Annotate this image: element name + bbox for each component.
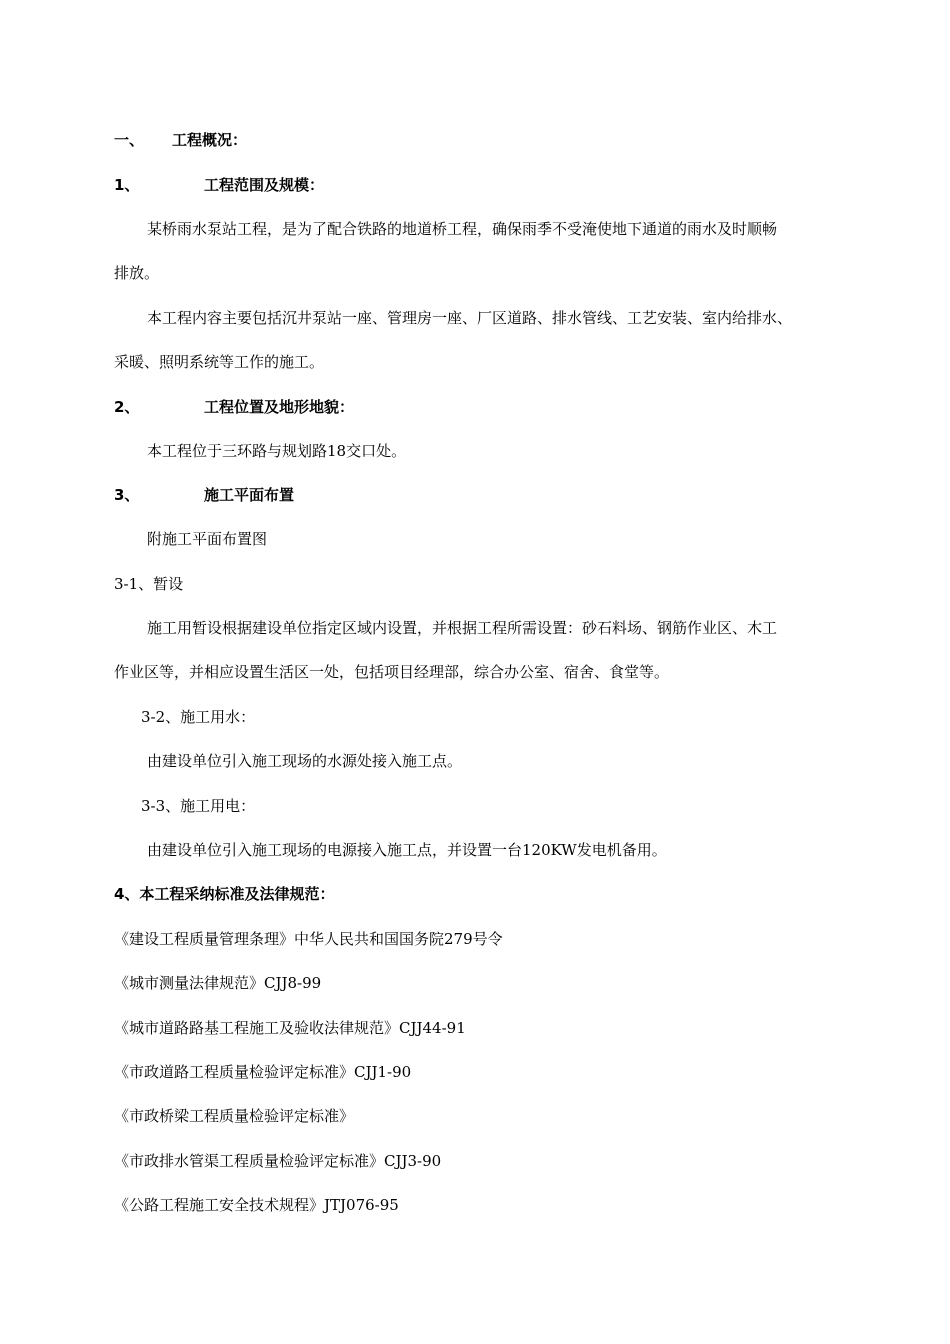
heading-title: 工程范围及规模：: [204, 176, 325, 194]
standard-item: 《市政排水管渠工程质量检验评定标准》CJJ3-90: [114, 1152, 442, 1170]
standard-item: 《城市测量法律规范》CJJ8-99: [114, 974, 322, 992]
standard-item: 《市政桥梁工程质量检验评定标准》: [114, 1107, 355, 1125]
heading-number: 2、: [114, 398, 140, 416]
paragraph-line: 由建设单位引入施工现场的水源处接入施工点。: [147, 752, 463, 770]
heading-section-1-4: 4、本工程采纳标准及法律规范：: [114, 885, 335, 903]
paragraph-line: 排放。: [114, 264, 160, 282]
subheading-3-1: 3-1、暂设: [114, 575, 184, 593]
heading-number: 1、: [114, 176, 140, 194]
heading-number: 一、: [114, 131, 145, 149]
paragraph-line: 某桥雨水泵站工程，是为了配合铁路的地道桥工程，确保雨季不受淹使地下通道的雨水及时顺畅: [147, 220, 778, 238]
paragraph-line: 由建设单位引入施工现场的电源接入施工点，并设置一台120KW发电机备用。: [147, 841, 667, 859]
heading-number: 3、: [114, 486, 140, 504]
standard-item: 《市政道路工程质量检验评定标准》CJJ1-90: [114, 1063, 412, 1081]
heading-title: 工程位置及地形地貌：: [204, 398, 355, 416]
standard-item: 《城市道路路基工程施工及验收法律规范》CJJ44-91: [114, 1019, 466, 1037]
heading-section-1-2: [114, 397, 354, 417]
heading-title: 施工平面布置: [204, 486, 295, 504]
heading-title: 工程概况：: [172, 131, 248, 149]
heading-section-1-3: [114, 485, 294, 505]
paragraph-line: 采暖、照明系统等工作的施工。: [114, 353, 325, 371]
standard-item: 《公路工程施工安全技术规程》JTJ076-95: [114, 1196, 399, 1214]
heading-section-1: [114, 130, 247, 150]
paragraph-line: 本工程内容主要包括沉井泵站一座、管理房一座、厂区道路、排水管线、工艺安装、室内给排水、: [147, 309, 793, 327]
paragraph-line: 本工程位于三环路与规划路18交口处。: [147, 442, 407, 460]
subheading-3-2: 3-2、施工用水：: [141, 708, 256, 726]
paragraph-line: 作业区等，并相应设置生活区一处，包括项目经理部，综合办公室、宿舍、食堂等。: [114, 663, 670, 681]
heading-section-1-1: [114, 175, 324, 195]
paragraph-line: 施工用暂设根据建设单位指定区域内设置，并根据工程所需设置：砂石料场、钢筋作业区、木工: [147, 619, 778, 637]
paragraph-line: 附施工平面布置图: [147, 530, 268, 548]
standard-item: 《建设工程质量管理条理》中华人民共和国国务院279号令: [114, 930, 503, 948]
subheading-3-3: 3-3、施工用电：: [141, 797, 256, 815]
